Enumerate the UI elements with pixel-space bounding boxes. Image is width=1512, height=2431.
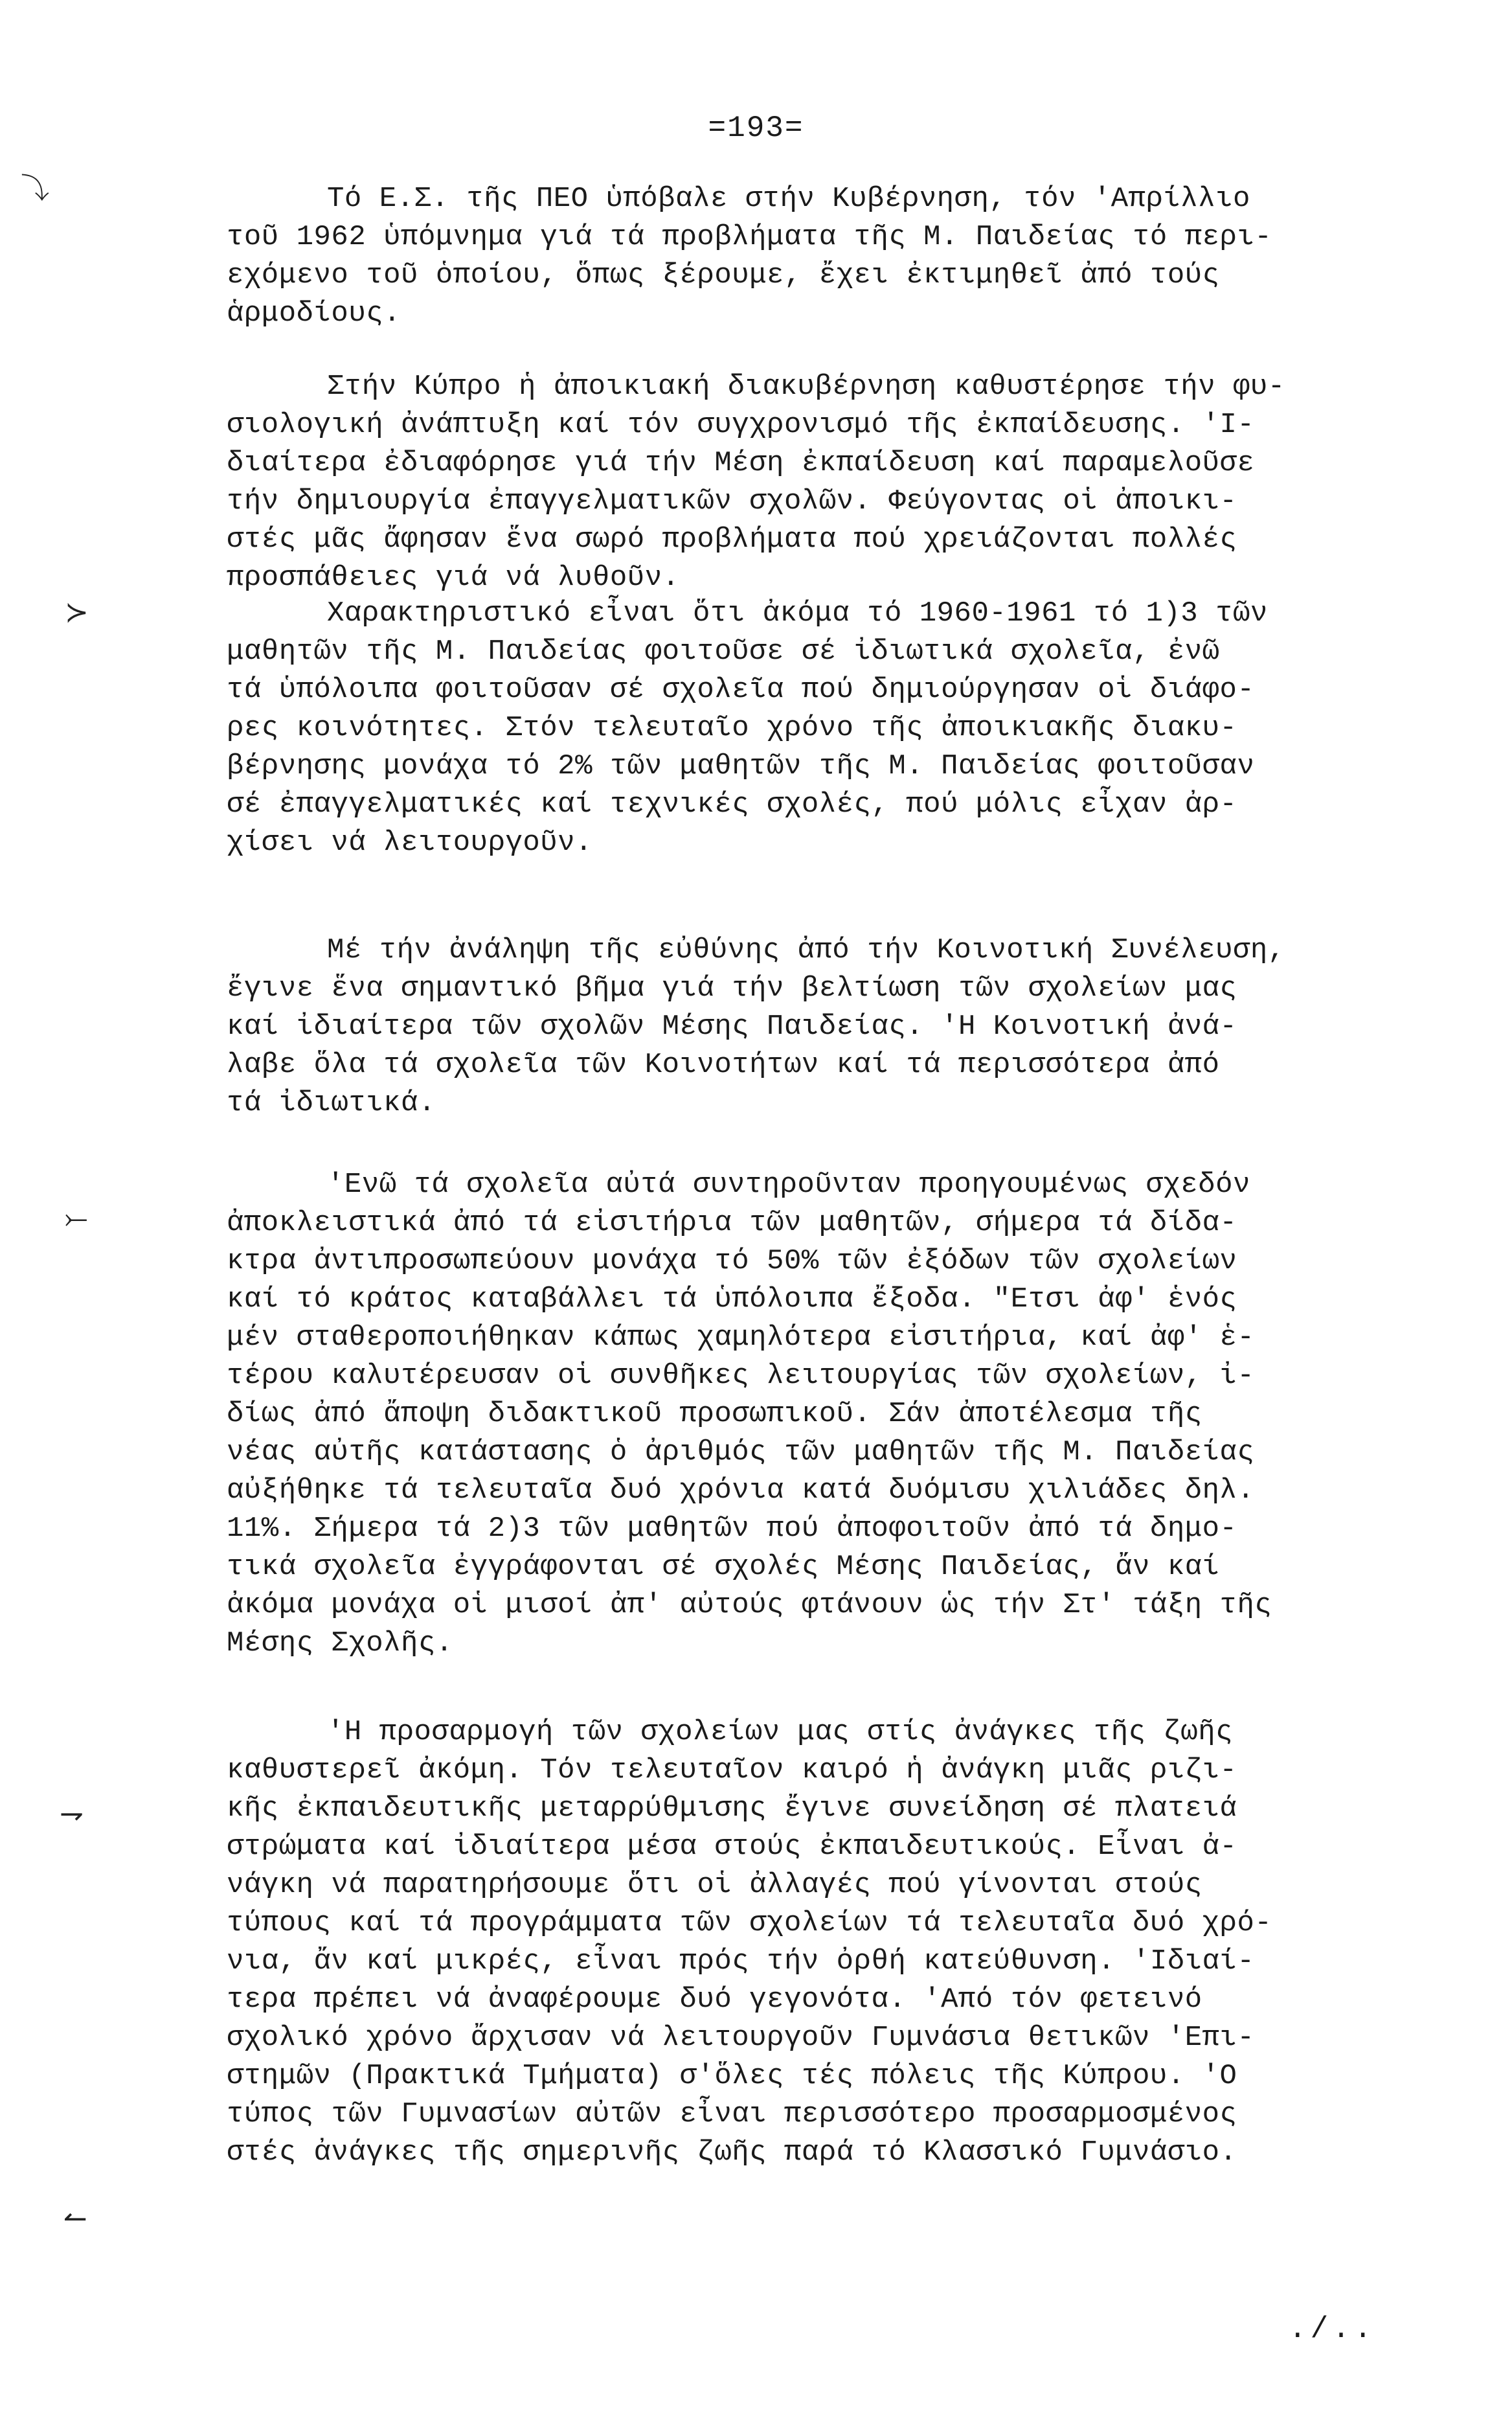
margin-arrow-icon: ↼ xyxy=(63,2202,87,2235)
continuation-mark: ./.. xyxy=(1289,2312,1376,2346)
text-line: ρες κοινότητες. Στόν τελευταῖο χρόνο τῆς ἀποικιακῆς διακυ- xyxy=(227,712,1237,744)
text-line: 'Η προσαρμογή τῶν σχολείων μας στίς ἀνάγκες τῆς ζωῆς xyxy=(327,1716,1234,1748)
text-line: τέρου καλυτέρευσαν οἱ συνθῆκες λειτουργίας τῶν σχολείων, ἰ- xyxy=(227,1360,1255,1392)
text-line: λαβε ὅλα τά σχολεῖα τῶν Κοινοτήτων καί τά περισσότερα ἀπό xyxy=(227,1049,1220,1081)
text-line: νια, ἄν καί μικρές, εἶναι πρός τήν ὀρθή κατεύθυνση. 'Ιδιαί- xyxy=(227,1945,1255,1978)
text-line: αὐξήθηκε τά τελευταῖα δυό χρόνια κατά δυόμισυ χιλιάδες δηλ. xyxy=(227,1474,1255,1507)
text-line: τερα πρέπει νά ἀναφέρουμε δυό γεγονότα. 'Από τόν φετεινό xyxy=(227,1983,1202,2016)
text-line: Μέσης Σχολῆς. xyxy=(227,1627,453,1660)
text-line: στές ἀνάγκες τῆς σημερινῆς ζωῆς παρά τό Κλασσικό Γυμνάσιο. xyxy=(227,2136,1237,2169)
text-line: στημῶν (Πρακτικά Τμήματα) σ'ὅλες τές πόλεις τῆς Κύπρου. 'Ο xyxy=(227,2060,1237,2092)
text-line: 11%. Σήμερα τά 2)3 τῶν μαθητῶν πού ἀποφοιτοῦν ἀπό τά δημο- xyxy=(227,1512,1237,1545)
text-line: μέν σταθεροποιήθηκαν κάπως χαμηλότερα εἰσιτήρια, καί ἀφ' ἑ- xyxy=(227,1321,1255,1354)
text-line: Στήν Κύπρο ἡ ἀποικιακή διακυβέρνηση καθυστέρησε τήν φυ- xyxy=(327,371,1285,403)
text-line: ἔγινε ἕνα σημαντικό βῆμα γιά τήν βελτίωση τῶν σχολείων μας xyxy=(227,972,1237,1005)
text-line: εχόμενο τοῦ ὁποίου, ὅπως ξέρουμε, ἔχει ἐκτιμηθεῖ ἀπό τούς xyxy=(227,259,1220,291)
text-line: κτρα ἀντιπροσωπεύουν μονάχα τό 50% τῶν ἐξόδων τῶν σχολείων xyxy=(227,1245,1237,1277)
text-line: στρώματα καί ἰδιαίτερα μέσα στούς ἐκπαιδευτικούς. Εἶναι ἀ- xyxy=(227,1831,1237,1863)
text-line: καί τό κράτος καταβάλλει τά ὑπόλοιπα ἔξοδα. "Ετσι ἀφ' ἑνός xyxy=(227,1283,1237,1316)
paragraph-1 xyxy=(227,180,1431,333)
paragraph-4 xyxy=(227,931,1431,1123)
margin-arrow-icon: ⤚ xyxy=(65,1202,88,1235)
text-line: σιολογική ἀνάπτυξη καί τόν συγχρονισμό τῆς ἐκπαίδευσης. 'Ι- xyxy=(227,409,1255,441)
text-line: ἀκόμα μονάχα οἱ μισοί ἀπ' αὐτούς φτάνουν ὡς τήν Στ' τάξη τῆς xyxy=(227,1589,1272,1621)
page-number: =193= xyxy=(708,111,804,145)
text-line: τήν δημιουργία ἐπαγγελματικῶν σχολῶν. Φεύγοντας οἱ ἀποικι- xyxy=(227,485,1237,518)
text-line: καί ἰδιαίτερα τῶν σχολῶν Μέσης Παιδείας. 'Η Κοινοτική ἀνά- xyxy=(227,1010,1237,1043)
text-line: τά ἰδιωτικά. xyxy=(227,1087,436,1119)
text-line: νέας αὐτῆς κατάστασης ὁ ἀριθμός τῶν μαθητῶν τῆς Μ. Παιδείας xyxy=(227,1436,1255,1468)
margin-arrow-icon: ≻ xyxy=(65,596,89,629)
text-line: βέρνησης μονάχα τό 2% τῶν μαθητῶν τῆς Μ. Παιδείας φοιτοῦσαν xyxy=(227,750,1255,782)
text-line: ἀποκλειστικά ἀπό τά εἰσιτήρια τῶν μαθητῶν, σήμερα τά δίδα- xyxy=(227,1207,1237,1239)
text-line: τοῦ 1962 ὑπόμνημα γιά τά προβλήματα τῆς Μ. Παιδείας τό περι- xyxy=(227,221,1272,253)
text-line: καθυστερεῖ ἀκόμη. Τόν τελευταῖον καιρό ἡ ἀνάγκη μιᾶς ριζι- xyxy=(227,1754,1237,1786)
text-line: τύπους καί τά προγράμματα τῶν σχολείων τά τελευταῖα δυό χρό- xyxy=(227,1907,1272,1939)
text-line: σχολικό χρόνο ἄρχισαν νά λειτουργοῦν Γυμνάσια θετικῶν 'Επι- xyxy=(227,2022,1255,2054)
text-line: Μέ τήν ἀνάληψη τῆς εὐθύνης ἀπό τήν Κοινοτική Συνέλευση, xyxy=(327,934,1285,966)
text-line: κῆς ἐκπαιδευτικῆς μεταρρύθμισης ἔγινε συνείδηση σέ πλατειά xyxy=(227,1792,1237,1825)
text-line: μαθητῶν τῆς Μ. Παιδείας φοιτοῦσε σέ ἰδιωτικά σχολεῖα, ἐνῶ xyxy=(227,635,1220,668)
text-line: Χαρακτηριστικό εἶναι ὅτι ἀκόμα τό 1960-1961 τό 1)3 τῶν xyxy=(327,597,1268,630)
text-line: διαίτερα ἐδιαφόρησε γιά τήν Μέση ἐκπαίδευση καί παραμελοῦσε xyxy=(227,447,1255,479)
text-line: Τό Ε.Σ. τῆς ΠΕΟ ὑπόβαλε στήν Κυβέρνηση, τόν 'Απρίλλιο xyxy=(327,183,1250,215)
paragraph-6 xyxy=(227,1713,1431,2172)
paragraph-2 xyxy=(227,368,1431,597)
paragraph-3 xyxy=(227,595,1431,862)
text-line: στές μᾶς ἄφησαν ἕνα σωρό προβλήματα πού χρειάζονται πολλές xyxy=(227,523,1237,556)
text-line: ἁρμοδίους. xyxy=(227,297,401,330)
text-line: 'Ενῶ τά σχολεῖα αὐτά συντηροῦνταν προηγουμένως σχεδόν xyxy=(327,1169,1250,1201)
text-line: σέ ἐπαγγελματικές καί τεχνικές σχολές, πού μόλις εἶχαν ἀρ- xyxy=(227,788,1237,821)
text-line: προσπάθειες γιά νά λυθοῦν. xyxy=(227,562,680,594)
text-line: δίως ἀπό ἄποψη διδακτικοῦ προσωπικοῦ. Σάν ἀποτέλεσμα τῆς xyxy=(227,1398,1202,1430)
text-line: τύπος τῶν Γυμνασίων αὐτῶν εἶναι περισσότερο προσαρμοσμένος xyxy=(227,2098,1237,2130)
text-line: νάγκη νά παρατηρήσουμε ὅτι οἱ ἀλλαγές πού γίνονται στούς xyxy=(227,1869,1202,1901)
text-line: χίσει νά λειτουργοῦν. xyxy=(227,827,592,859)
margin-arrow-icon: ⇁ xyxy=(60,1798,84,1831)
text-line: τικά σχολεῖα ἐγγράφονται σέ σχολές Μέσης Παιδείας, ἄν καί xyxy=(227,1551,1220,1583)
text-line: τά ὑπόλοιπα φοιτοῦσαν σέ σχολεῖα πού δημιούργησαν οἱ διάφο- xyxy=(227,674,1255,706)
margin-arrow-icon: ⤵ xyxy=(21,172,49,205)
paragraph-5 xyxy=(227,1166,1431,1663)
